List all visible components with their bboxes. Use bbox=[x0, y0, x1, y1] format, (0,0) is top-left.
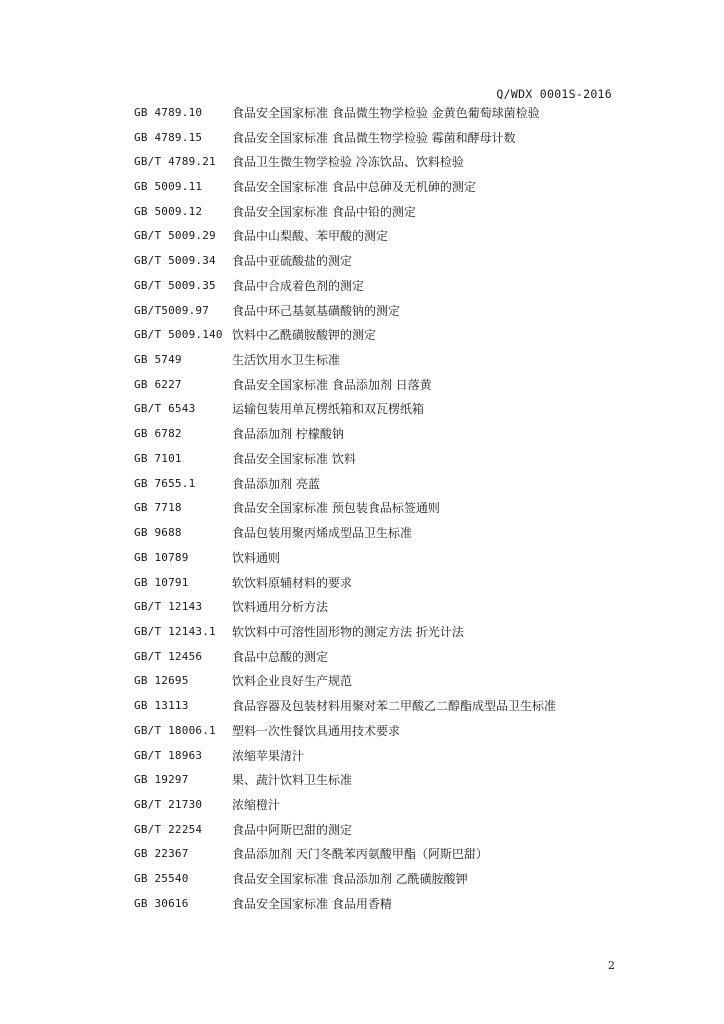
reference-row bbox=[134, 866, 624, 891]
reference-row bbox=[134, 718, 624, 743]
reference-code: GB 5009.12 bbox=[134, 204, 203, 218]
reference-code: GB/T 4789.21 bbox=[134, 155, 216, 169]
page-number: 2 bbox=[608, 959, 615, 972]
reference-row bbox=[134, 891, 624, 916]
reference-title: 食品中总酸的测定 bbox=[232, 649, 329, 664]
reference-code: GB 7655.1 bbox=[134, 476, 196, 490]
reference-code: GB 4789.10 bbox=[134, 105, 203, 119]
reference-code: GB/T 21730 bbox=[134, 797, 203, 811]
reference-title: 食品安全国家标准 预包装食品标签通则 bbox=[232, 501, 440, 516]
reference-code: GB 30616 bbox=[134, 896, 189, 910]
reference-title: 食品安全国家标准 食品添加剂 日落黄 bbox=[232, 377, 432, 392]
reference-title: 食品添加剂 亮蓝 bbox=[232, 476, 320, 491]
reference-row bbox=[134, 570, 624, 595]
reference-title: 饮料企业良好生产规范 bbox=[232, 674, 353, 689]
reference-title: 食品中环己基氨基磺酸钠的测定 bbox=[232, 303, 401, 318]
reference-code: GB/T 12143 bbox=[134, 600, 203, 614]
reference-code: GB 10789 bbox=[134, 550, 189, 564]
reference-title: 食品中阿斯巴甜的测定 bbox=[232, 822, 353, 837]
reference-code: GB/T 5009.34 bbox=[134, 254, 216, 268]
reference-row bbox=[134, 446, 624, 471]
reference-row bbox=[134, 273, 624, 298]
reference-code: GB/T 12456 bbox=[134, 649, 203, 663]
reference-code: GB/T 12143.1 bbox=[134, 624, 216, 638]
reference-row bbox=[134, 520, 624, 545]
reference-code: GB/T 5009.140 bbox=[134, 328, 223, 342]
reference-title: 饮料中乙酰磺胺酸钾的测定 bbox=[232, 328, 377, 343]
reference-code: GB/T 22254 bbox=[134, 822, 203, 836]
reference-title: 食品安全国家标准 食品用香精 bbox=[232, 896, 392, 911]
reference-title: 软饮料中可溶性固形物的测定方法 折光计法 bbox=[232, 624, 464, 639]
reference-row bbox=[134, 372, 624, 397]
reference-row bbox=[134, 248, 624, 273]
reference-title: 浓缩橙汁 bbox=[232, 797, 281, 812]
reference-title: 食品中亚硫酸盐的测定 bbox=[232, 254, 353, 269]
reference-row bbox=[134, 743, 624, 768]
reference-title: 食品中合成着色剂的测定 bbox=[232, 278, 365, 293]
reference-row bbox=[134, 669, 624, 694]
reference-row bbox=[134, 545, 624, 570]
reference-title: 浓缩苹果清汁 bbox=[232, 748, 305, 763]
reference-row bbox=[134, 224, 624, 249]
reference-title: 生活饮用水卫生标准 bbox=[232, 353, 341, 368]
reference-title: 食品安全国家标准 食品微生物学检验 霉菌和酵母计数 bbox=[232, 130, 516, 145]
document-code: Q/WDX 0001S-2016 bbox=[496, 87, 612, 101]
reference-row bbox=[134, 496, 624, 521]
reference-title: 软饮料原辅材料的要求 bbox=[232, 575, 353, 590]
reference-row bbox=[134, 397, 624, 422]
reference-code: GB 7101 bbox=[134, 451, 182, 465]
reference-code: GB 9688 bbox=[134, 526, 182, 540]
reference-row bbox=[134, 174, 624, 199]
reference-title: 食品包装用聚丙烯成型品卫生标准 bbox=[232, 526, 413, 541]
reference-title: 饮料通则 bbox=[232, 550, 281, 565]
reference-row bbox=[134, 471, 624, 496]
reference-title: 食品安全国家标准 食品中总砷及无机砷的测定 bbox=[232, 180, 476, 195]
reference-title: 食品安全国家标准 食品中铅的测定 bbox=[232, 204, 416, 219]
reference-title: 食品安全国家标准 食品添加剂 乙酰磺胺酸钾 bbox=[232, 872, 468, 887]
reference-code: GB/T 5009.29 bbox=[134, 229, 216, 243]
reference-list bbox=[134, 100, 624, 916]
reference-title: 食品容器及包装材料用聚对苯二甲酸乙二醇酯成型品卫生标准 bbox=[232, 699, 557, 714]
reference-code: GB 6227 bbox=[134, 377, 182, 391]
reference-row bbox=[134, 298, 624, 323]
reference-row bbox=[134, 792, 624, 817]
reference-code: GB 5749 bbox=[134, 353, 182, 367]
reference-code: GB 19297 bbox=[134, 773, 189, 787]
reference-title: 食品安全国家标准 食品微生物学检验 金黄色葡萄球菌检验 bbox=[232, 105, 540, 120]
reference-title: 塑料一次性餐饮具通用技术要求 bbox=[232, 723, 401, 738]
reference-row bbox=[134, 693, 624, 718]
reference-row bbox=[134, 149, 624, 174]
reference-code: GB 25540 bbox=[134, 872, 189, 886]
reference-code: GB 6782 bbox=[134, 427, 182, 441]
reference-title: 运输包装用单瓦楞纸箱和双瓦楞纸箱 bbox=[232, 402, 425, 417]
reference-code: GB/T 18006.1 bbox=[134, 723, 216, 737]
reference-title: 食品中山梨酸、苯甲酸的测定 bbox=[232, 229, 389, 244]
reference-code: GB/T 18963 bbox=[134, 748, 203, 762]
reference-row bbox=[134, 817, 624, 842]
reference-title: 果、蔬汁饮料卫生标准 bbox=[232, 773, 353, 788]
reference-row bbox=[134, 619, 624, 644]
reference-code: GB 7718 bbox=[134, 501, 182, 515]
reference-row bbox=[134, 199, 624, 224]
reference-code: GB/T 5009.35 bbox=[134, 278, 216, 292]
reference-code: GB 4789.15 bbox=[134, 130, 203, 144]
reference-code: GB 22367 bbox=[134, 847, 189, 861]
reference-code: GB/T5009.97 bbox=[134, 303, 210, 317]
reference-code: GB 13113 bbox=[134, 699, 189, 713]
reference-row bbox=[134, 347, 624, 372]
reference-title: 食品安全国家标准 饮料 bbox=[232, 451, 356, 466]
reference-row bbox=[134, 421, 624, 446]
reference-title: 食品添加剂 柠檬酸钠 bbox=[232, 427, 344, 442]
reference-row bbox=[134, 767, 624, 792]
reference-row bbox=[134, 842, 624, 867]
reference-row bbox=[134, 594, 624, 619]
reference-row bbox=[134, 100, 624, 125]
reference-title: 食品卫生微生物学检验 冷冻饮品、饮料检验 bbox=[232, 155, 464, 170]
reference-row bbox=[134, 322, 624, 347]
reference-title: 食品添加剂 天门冬酰苯丙氨酸甲酯（阿斯巴甜） bbox=[232, 847, 488, 862]
reference-code: GB 12695 bbox=[134, 674, 189, 688]
reference-code: GB 5009.11 bbox=[134, 180, 203, 194]
reference-row bbox=[134, 125, 624, 150]
reference-row bbox=[134, 644, 624, 669]
reference-code: GB/T 6543 bbox=[134, 402, 196, 416]
reference-title: 饮料通用分析方法 bbox=[232, 600, 329, 615]
reference-code: GB 10791 bbox=[134, 575, 189, 589]
